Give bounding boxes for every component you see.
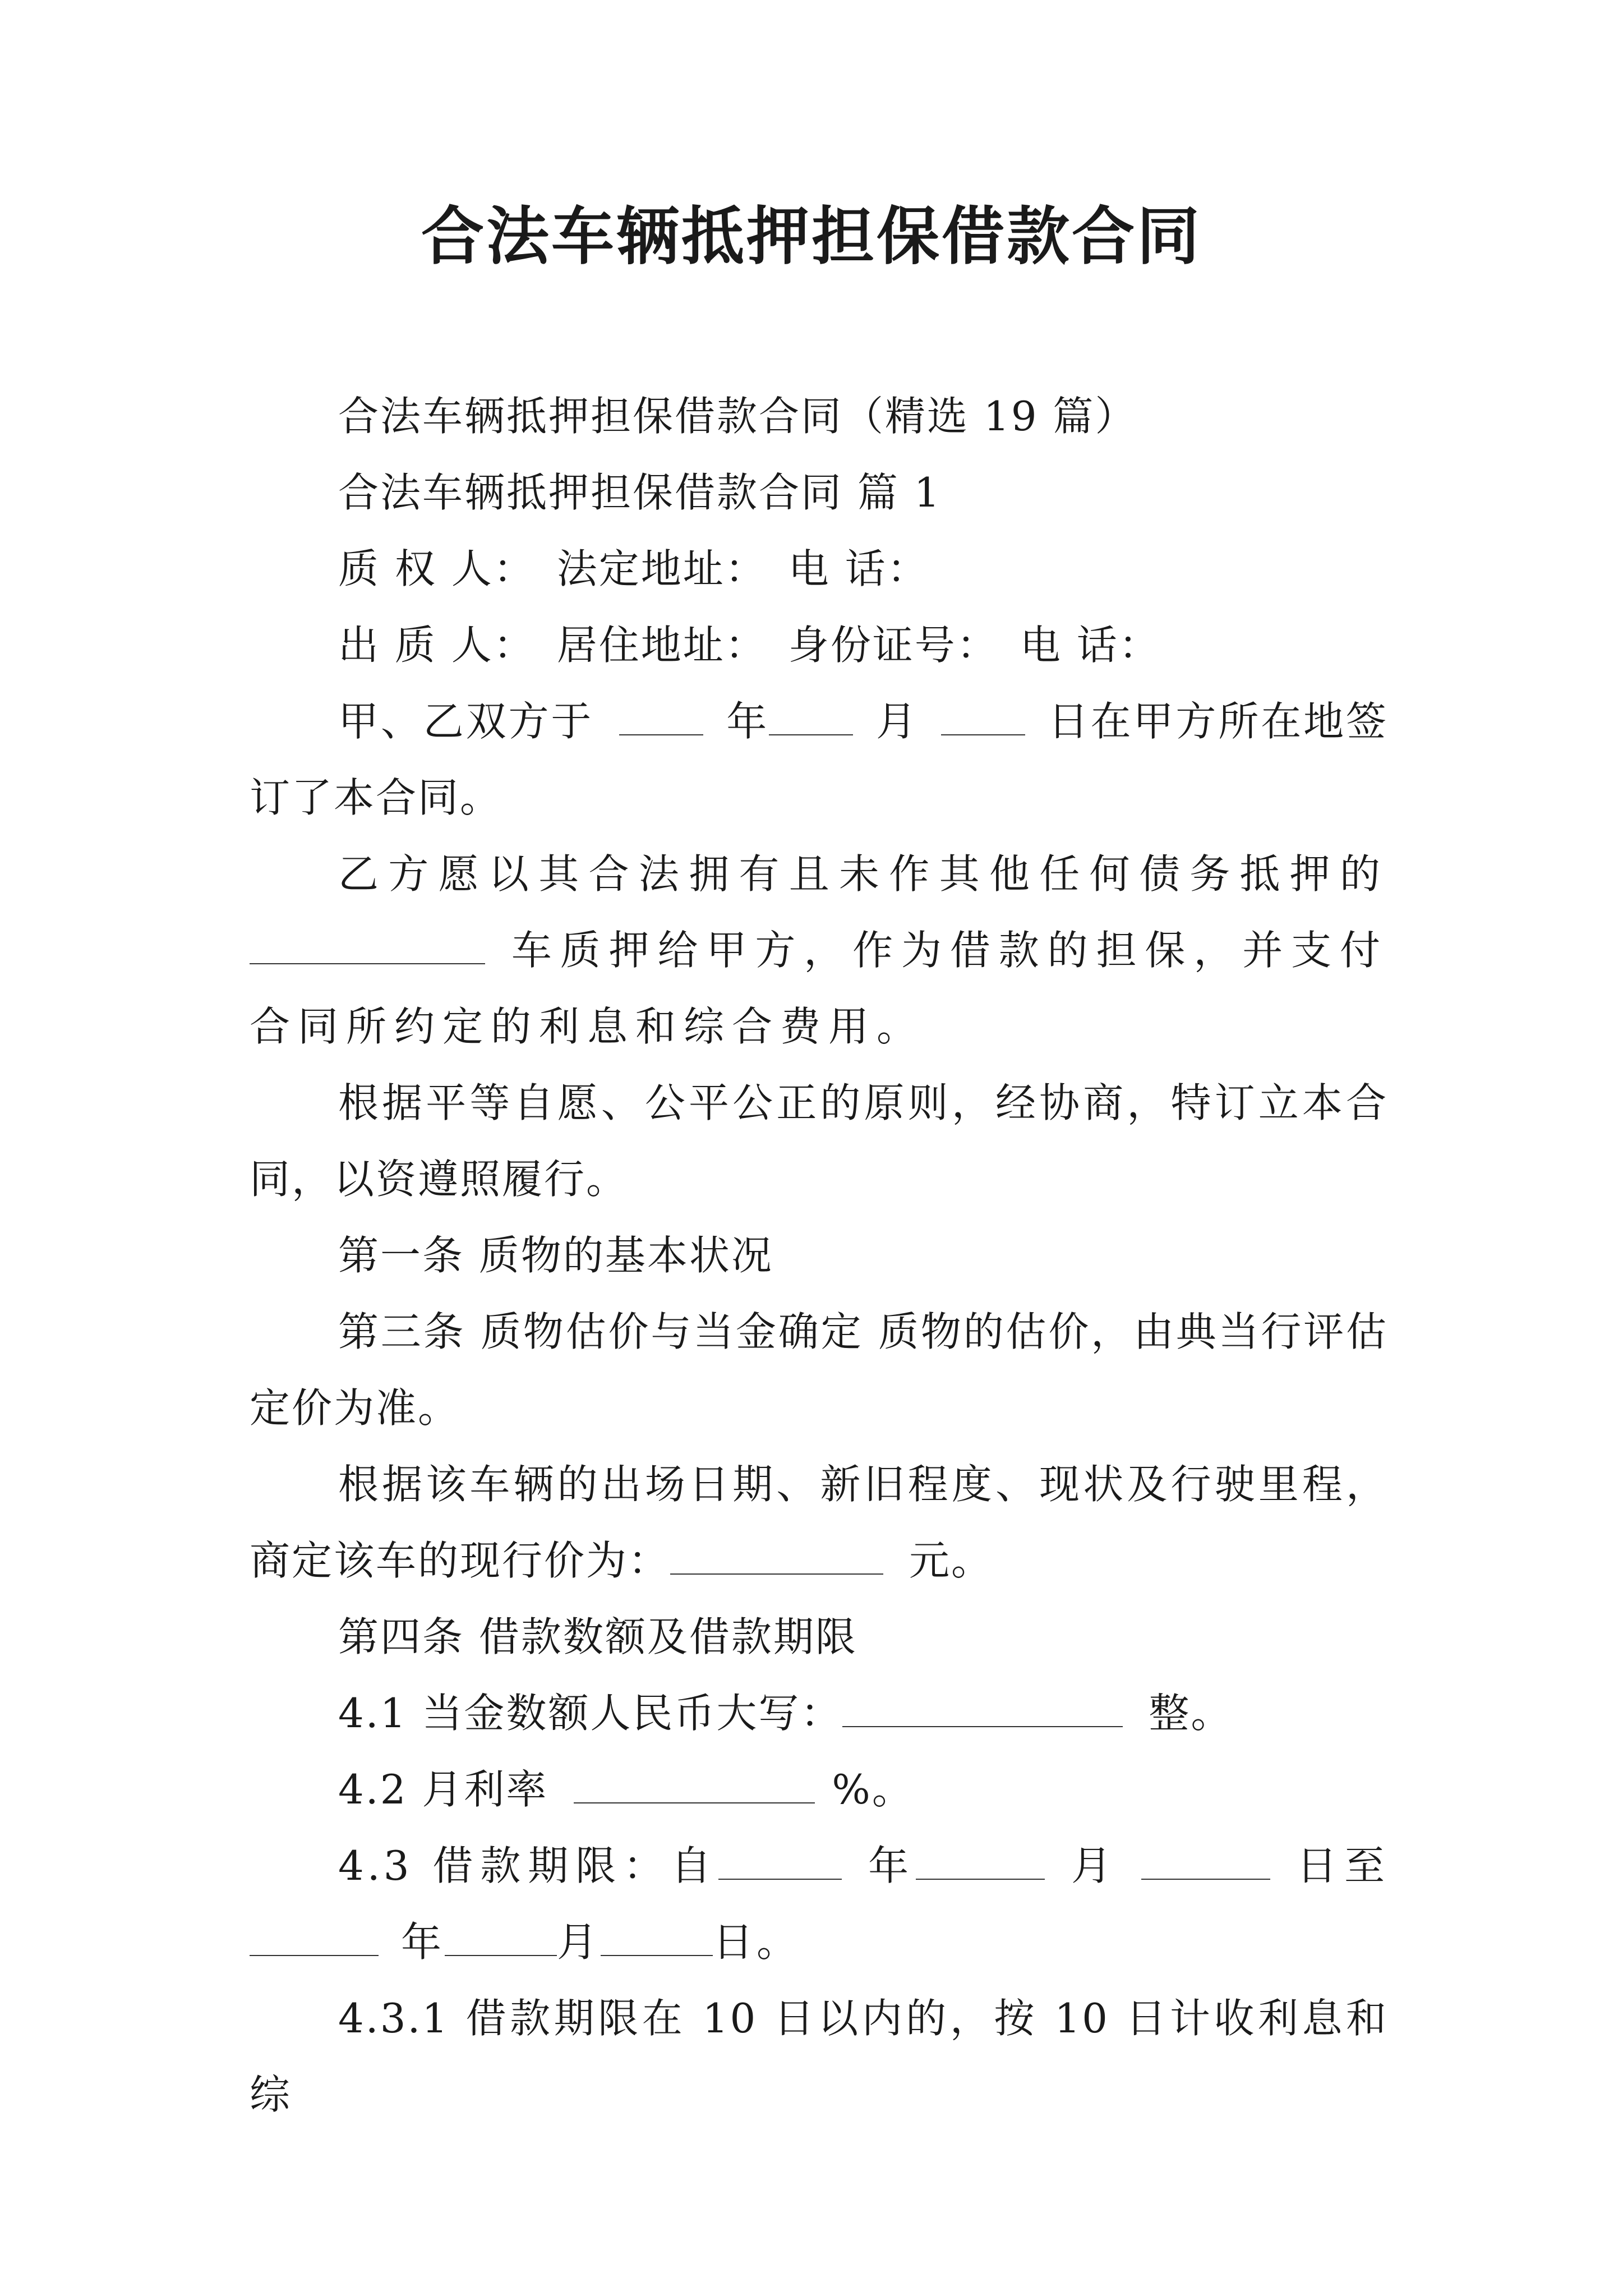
- document-title: 合法车辆抵押担保借款合同: [421, 200, 1202, 273]
- document-body: [250, 378, 1388, 2133]
- id-number-label: 身份证号：: [788, 622, 999, 669]
- blank-month: [769, 705, 853, 735]
- blank-start-month: [916, 1849, 1045, 1880]
- clause-4-1: 4.1 当金数额人民币大写： 整。: [338, 1690, 1233, 1737]
- paragraph-section-heading: 合法车辆抵押担保借款合同 篇 1: [338, 469, 942, 516]
- blank-end-day: [601, 1926, 713, 1956]
- blank-end-year: [250, 1926, 379, 1956]
- blank-interest-rate: [574, 1773, 815, 1803]
- residence-address-label: 居住地址：: [556, 622, 767, 669]
- article-4-heading: 第四条 借款数额及借款期限: [338, 1613, 857, 1660]
- paragraph-pledge-vehicle: 乙方愿以其合法拥有且未作其他任何债务抵押的车质押给甲方，作为借款的担保，并支付合同所约定的利息和综合费用。: [250, 850, 1388, 1050]
- blank-end-month: [445, 1926, 557, 1956]
- clause-4-3-1: 4.3.1 借款期限在 10 日以内的，按 10 日计收利息和综: [250, 1995, 1388, 2118]
- article-3-valuation: 第三条 质物估价与当金确定 质物的估价，由典当行评估定价为准。: [250, 1308, 1388, 1432]
- paragraph-principle: 根据平等自愿、公平公正的原则，经协商，特订立本合同，以资遵照履行。: [250, 1079, 1388, 1203]
- blank-vehicle: [250, 934, 485, 964]
- article-1-heading: 第一条 质物的基本状况: [338, 1232, 773, 1279]
- blank-start-year: [718, 1849, 842, 1880]
- clause-4-3: 4.3 借款期限：自 年 月 日至年 月 日。: [250, 1828, 1388, 1980]
- blank-day: [941, 705, 1025, 735]
- blank-start-day: [1141, 1849, 1270, 1880]
- paragraph-pledgor-info: [250, 607, 1388, 683]
- blank-year: [619, 705, 703, 735]
- blank-amount: [842, 1697, 1123, 1727]
- paragraph-subtitle: 合法车辆抵押担保借款合同（精选 19 篇）: [338, 393, 1137, 440]
- blank-value: [670, 1544, 883, 1575]
- paragraph-pledgee-info: [250, 531, 1388, 607]
- phone-label: 电 话：: [1020, 622, 1161, 669]
- pledgor-label: 出 质 人：: [338, 622, 536, 669]
- phone-label: 电 话：: [788, 545, 929, 592]
- pledgee-label: 质 权 人：: [338, 545, 536, 592]
- paragraph-signing-date: 甲、乙双方于 年 月 日在甲方所在地签订了本合同。: [250, 698, 1388, 821]
- clause-4-2: 4.2 月利率 %。: [338, 1766, 914, 1813]
- paragraph-vehicle-value: 根据该车辆的出场日期、新旧程度、现状及行驶里程，商定该车的现行价为： 元。: [250, 1461, 1388, 1584]
- legal-address-label: 法定地址：: [556, 545, 767, 592]
